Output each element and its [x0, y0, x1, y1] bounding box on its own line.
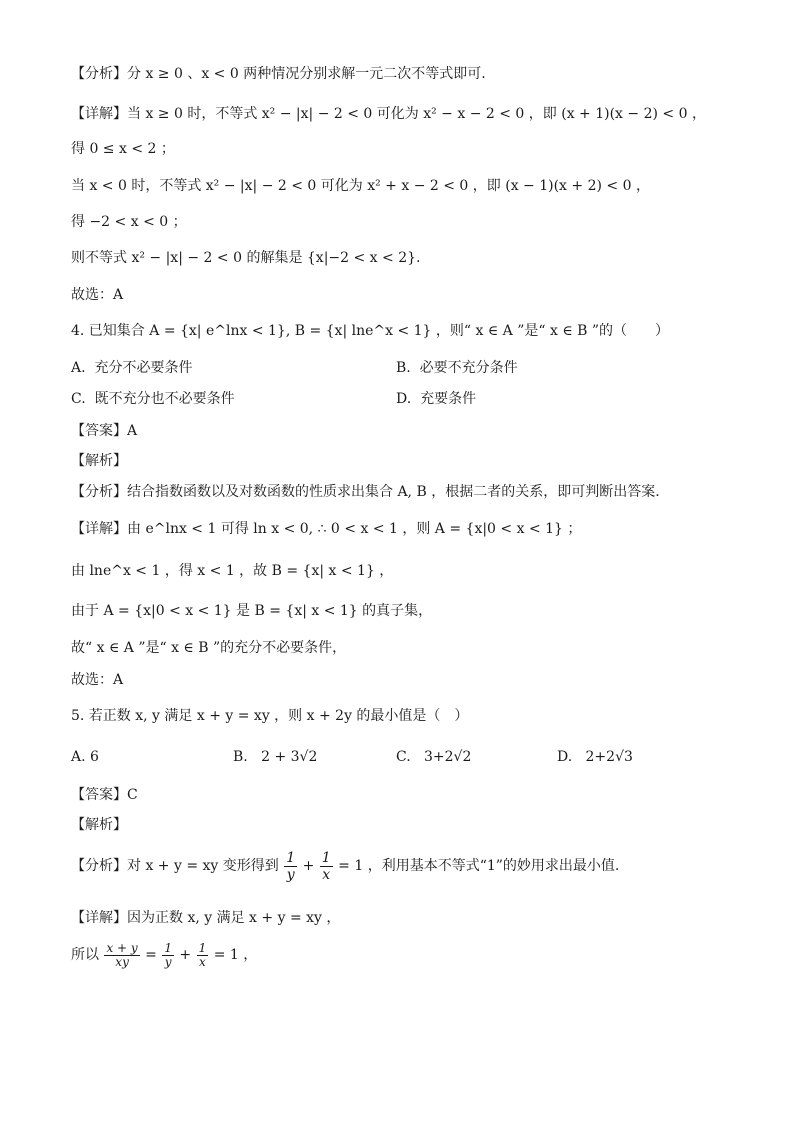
fraction: $\frac{1}{y}$	[164, 940, 172, 969]
answer-label: 【答案】A	[71, 423, 138, 439]
answer-choice-line: 故选：A	[71, 672, 124, 688]
option-c: C. 3+2√2	[396, 749, 472, 765]
explanation-label: 【解析】	[71, 453, 127, 469]
case-line: 当 x < 0 时，不等式 x² − |x| − 2 < 0 可化为 x² + x − 2 < 0 ，即 (x − 1)(x + 2) < 0 ，	[71, 178, 650, 194]
option-d: D. 充要条件	[396, 391, 477, 407]
option-b: B. 必要不充分条件	[396, 360, 518, 376]
result-line: 得 −2 < x < 0 ；	[71, 214, 187, 230]
answer-label: 【答案】C	[71, 787, 138, 803]
option-c: C. 既不充分也不必要条件	[71, 391, 235, 407]
detail-line: 由于 A = {x|0 < x < 1} 是 B = {x| x < 1} 的真子集，	[71, 603, 433, 619]
option-a: A. 充分不必要条件	[71, 360, 193, 376]
question-5: 5. 若正数 x, y 满足 x + y = xy ，则 x + 2y 的最小值是（ ）	[71, 708, 469, 724]
result-line: 得 0 ≤ x < 2 ；	[71, 141, 175, 157]
detail-line: 【详解】因为正数 x, y 满足 x + y = xy ，	[71, 910, 341, 926]
derivation-line: 所以 $\frac{x + y}{xy}$ = $\frac{1}{y}$ + $\frac{1}{x}$ = 1 ，	[71, 940, 258, 969]
detail-line: 【详解】当 x ≥ 0 时，不等式 x² − |x| − 2 < 0 可化为 x² − x − 2 < 0 ，即 (x + 1)(x − 2) < 0 ，	[71, 106, 706, 122]
detail-line: 故“ x ∈ A ”是“ x ∈ B ”的充分不必要条件，	[71, 640, 347, 656]
question-4: 4. 已知集合 A = {x| e^lnx < 1}, B = {x| lne^x < 1} ，则“ x ∈ A ”是“ x ∈ B ”的（ ）	[71, 323, 670, 339]
detail-line: 由 lne^x < 1 ，得 x < 1 ，故 B = {x| x < 1} ，	[71, 563, 394, 579]
fraction: $\frac{x + y}{xy}$	[106, 940, 138, 969]
analysis-line: 【分析】结合指数函数以及对数函数的性质求出集合 A, B ，根据二者的关系，即可判断出答案.	[71, 484, 660, 500]
answer-choice-line: 故选：A	[71, 287, 124, 303]
fraction: $\frac{1}{y}$	[286, 849, 296, 883]
option-d: D. 2+2√3	[557, 749, 633, 765]
fraction: $\frac{1}{x}$	[321, 849, 331, 883]
fraction: $\frac{1}{x}$	[198, 940, 207, 969]
option-b: B. 2 + 3√2	[233, 749, 318, 765]
explanation-label: 【解析】	[71, 817, 127, 833]
detail-line: 【详解】由 e^lnx < 1 可得 ln x < 0, ∴ 0 < x < 1 ，则 A = {x|0 < x < 1} ；	[71, 521, 582, 537]
option-a: A. 6	[71, 749, 99, 765]
analysis-line: 【分析】对 x + y = xy 变形得到 $\frac{1}{y}$ + $\frac{1}{x}$ = 1 ，利用基本不等式“1”的妙用求出最小值.	[71, 849, 620, 883]
analysis-line: 【分析】分 x ≥ 0 、x < 0 两种情况分别求解一元二次不等式即可.	[71, 66, 486, 82]
solution-set-line: 则不等式 x² − |x| − 2 < 0 的解集是 {x|−2 < x < 2}.	[71, 250, 421, 266]
